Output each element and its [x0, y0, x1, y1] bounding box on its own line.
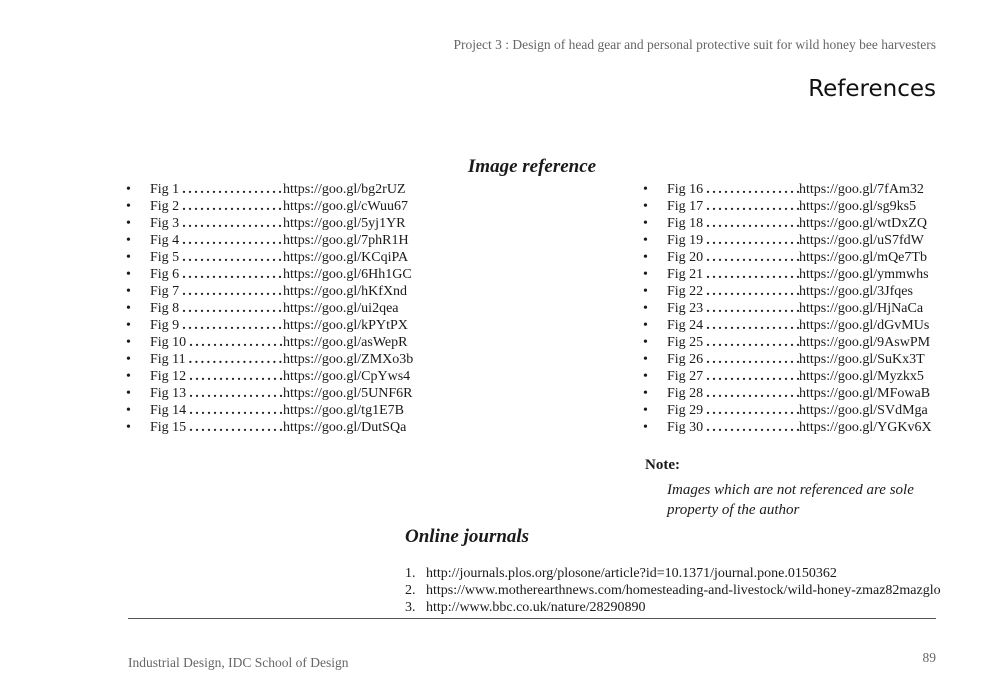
footer-divider — [128, 618, 936, 619]
figure-label: Fig 22 . . . — [667, 283, 799, 300]
bullet-icon: • — [643, 233, 648, 248]
footer-text: Industrial Design, IDC School of Design — [128, 655, 349, 670]
figure-label: Fig 15 . . . — [150, 419, 283, 436]
bullet-icon: • — [643, 403, 648, 418]
reference-link[interactable]: https://goo.gl/ymmwhs — [799, 267, 929, 282]
figure-label: Fig 18 . . . — [667, 215, 799, 232]
reference-link[interactable]: https://goo.gl/Myzkx5 — [799, 369, 924, 384]
reference-link[interactable]: https://goo.gl/3Jfqes — [799, 284, 913, 299]
list-item — [637, 215, 932, 232]
online-journals-list — [405, 565, 941, 616]
list-item — [120, 334, 413, 351]
figure-label: Fig 5 . . . — [150, 249, 283, 266]
reference-link[interactable]: https://goo.gl/9AswPM — [799, 335, 931, 350]
journal-link[interactable]: http://www.bbc.co.uk/nature/28290890 — [426, 600, 646, 615]
reference-link[interactable]: https://goo.gl/7fAm32 — [799, 182, 924, 197]
reference-link[interactable]: https://goo.gl/kPYtPX — [283, 318, 408, 333]
list-item — [120, 317, 413, 334]
bullet-icon: • — [126, 267, 131, 282]
bullet-icon: • — [126, 335, 131, 350]
list-item — [120, 232, 413, 249]
bullet-icon: • — [643, 369, 648, 384]
bullet-icon: • — [643, 284, 648, 299]
list-item — [120, 368, 413, 385]
reference-link[interactable]: https://goo.gl/5UNF6R — [283, 386, 413, 401]
reference-link[interactable]: https://goo.gl/SuKx3T — [799, 352, 925, 367]
bullet-icon: • — [126, 199, 131, 214]
list-item — [120, 249, 413, 266]
figure-label: Fig 11 . . . — [150, 351, 283, 368]
figure-label: Fig 3 . . . — [150, 215, 283, 232]
bullet-icon: • — [126, 420, 131, 435]
figure-label: Fig 6 . . . — [150, 266, 283, 283]
list-item — [120, 300, 413, 317]
bullet-icon: • — [126, 284, 131, 299]
list-item — [637, 232, 932, 249]
reference-link[interactable]: https://goo.gl/CpYws4 — [283, 369, 411, 384]
list-item — [120, 266, 413, 283]
figure-label: Fig 20 . . . — [667, 249, 799, 266]
list-item — [120, 351, 413, 368]
list-item — [637, 317, 932, 334]
bullet-icon: • — [126, 318, 131, 333]
list-item — [120, 198, 413, 215]
list-item — [637, 266, 932, 283]
image-reference-heading: Image reference — [467, 156, 597, 177]
figure-label: Fig 4 . . . — [150, 232, 283, 249]
note-text: Images which are not referenced are sole property of the author — [667, 482, 914, 518]
reference-link[interactable]: https://goo.gl/uS7fdW — [799, 233, 924, 248]
list-item — [637, 419, 932, 436]
list-item — [637, 198, 932, 215]
reference-link[interactable]: https://goo.gl/KCqiPA — [283, 250, 409, 265]
journal-item — [405, 599, 941, 616]
bullet-icon: • — [643, 318, 648, 333]
reference-link[interactable]: https://goo.gl/hKfXnd — [283, 284, 408, 299]
bullet-icon: • — [643, 267, 648, 282]
bullet-icon: • — [643, 216, 648, 231]
list-item — [120, 181, 413, 198]
page-number: 89 — [922, 650, 936, 665]
figure-label: Fig 13 . . . — [150, 385, 283, 402]
figure-label: Fig 17 . . . — [667, 198, 799, 215]
reference-link[interactable]: https://goo.gl/cWuu67 — [283, 199, 409, 214]
bullet-icon: • — [126, 369, 131, 384]
reference-link[interactable]: https://goo.gl/6Hh1GC — [283, 267, 412, 282]
reference-link[interactable]: https://goo.gl/MFowaB — [799, 386, 931, 401]
reference-link[interactable]: https://goo.gl/mQe7Tb — [799, 250, 927, 265]
figure-label: Fig 1 . . . — [150, 181, 283, 198]
reference-link[interactable]: https://goo.gl/SVdMga — [799, 403, 928, 418]
reference-link[interactable]: https://goo.gl/bg2rUZ — [283, 182, 406, 197]
figure-label: Fig 16 . . . — [667, 181, 799, 198]
reference-link[interactable]: https://goo.gl/7phR1H — [283, 233, 409, 248]
list-item — [637, 181, 932, 198]
journal-link[interactable]: http://journals.plos.org/plosone/article?id=10.1371/journal.pone.0150362 — [426, 566, 837, 581]
list-item — [637, 351, 932, 368]
journal-link[interactable]: https://www.motherearthnews.com/homesteading-and-livestock/wild-honey-zmaz82mazglo — [426, 583, 941, 598]
bullet-icon: • — [126, 182, 131, 197]
note-label: Note: — [645, 457, 680, 473]
figure-label: Fig 2 . . . — [150, 198, 283, 215]
bullet-icon: • — [643, 420, 648, 435]
figure-label: Fig 21 . . . — [667, 266, 799, 283]
list-item — [120, 419, 413, 436]
figure-label: Fig 10 . . . — [150, 334, 283, 351]
reference-link[interactable]: https://goo.gl/wtDxZQ — [799, 216, 927, 231]
figure-label: Fig 14 . . . — [150, 402, 283, 419]
reference-link[interactable]: https://goo.gl/asWepR — [283, 335, 408, 350]
bullet-icon: • — [643, 301, 648, 316]
bullet-icon: • — [126, 233, 131, 248]
figure-label: Fig 24 . . . — [667, 317, 799, 334]
online-journals-heading: Online journals — [405, 526, 530, 547]
bullet-icon: • — [643, 386, 648, 401]
reference-link[interactable]: https://goo.gl/dGvMUs — [799, 318, 930, 333]
reference-link[interactable]: https://goo.gl/ui2qea — [283, 301, 399, 316]
journal-number: 1. — [405, 566, 416, 581]
bullet-icon: • — [643, 182, 648, 197]
page-title: References — [808, 76, 936, 102]
journal-number: 3. — [405, 600, 416, 615]
figure-label: Fig 28 . . . — [667, 385, 799, 402]
bullet-icon: • — [643, 199, 648, 214]
journal-item — [405, 565, 941, 582]
figure-label: Fig 7 . . . — [150, 283, 283, 300]
list-item — [120, 215, 413, 232]
journal-item — [405, 582, 941, 599]
bullet-icon: • — [126, 301, 131, 316]
image-reference-list-right — [637, 181, 932, 436]
reference-link[interactable]: https://goo.gl/HjNaCa — [799, 301, 924, 316]
bullet-icon: • — [126, 386, 131, 401]
image-reference-list-left — [120, 181, 413, 436]
list-item — [637, 334, 932, 351]
list-item — [637, 283, 932, 300]
list-item — [637, 385, 932, 402]
project-title: Project 3 : Design of head gear and personal protective suit for wild honey bee harvesters — [453, 37, 936, 52]
figure-label: Fig 23 . . . — [667, 300, 799, 317]
figure-label: Fig 27 . . . — [667, 368, 799, 385]
reference-link[interactable]: https://goo.gl/YGKv6X — [799, 420, 932, 435]
figure-label: Fig 30 . . . — [667, 419, 799, 436]
bullet-icon: • — [126, 250, 131, 265]
bullet-icon: • — [126, 352, 131, 367]
journal-number: 2. — [405, 583, 416, 598]
bullet-icon: • — [643, 335, 648, 350]
reference-link[interactable]: https://goo.gl/5yj1YR — [283, 216, 406, 231]
list-item — [120, 402, 413, 419]
figure-label: Fig 9 . . . — [150, 317, 283, 334]
bullet-icon: • — [643, 352, 648, 367]
bullet-icon: • — [643, 250, 648, 265]
list-item — [637, 402, 932, 419]
bullet-icon: • — [126, 216, 131, 231]
figure-label: Fig 25 . . . — [667, 334, 799, 351]
figure-label: Fig 12 . . . — [150, 368, 283, 385]
figure-label: Fig 29 . . . — [667, 402, 799, 419]
list-item — [120, 283, 413, 300]
reference-link[interactable]: https://goo.gl/tg1E7B — [283, 403, 404, 418]
list-item — [637, 249, 932, 266]
figure-label: Fig 26 . . . — [667, 351, 799, 368]
reference-link[interactable]: https://goo.gl/ZMXo3b — [283, 352, 414, 367]
figure-label: Fig 19 . . . — [667, 232, 799, 249]
list-item — [637, 368, 932, 385]
figure-label: Fig 8 . . . — [150, 300, 283, 317]
bullet-icon: • — [126, 403, 131, 418]
list-item — [637, 300, 932, 317]
reference-link[interactable]: https://goo.gl/sg9ks5 — [799, 199, 917, 214]
list-item — [120, 385, 413, 402]
reference-link[interactable]: https://goo.gl/DutSQa — [283, 420, 407, 435]
